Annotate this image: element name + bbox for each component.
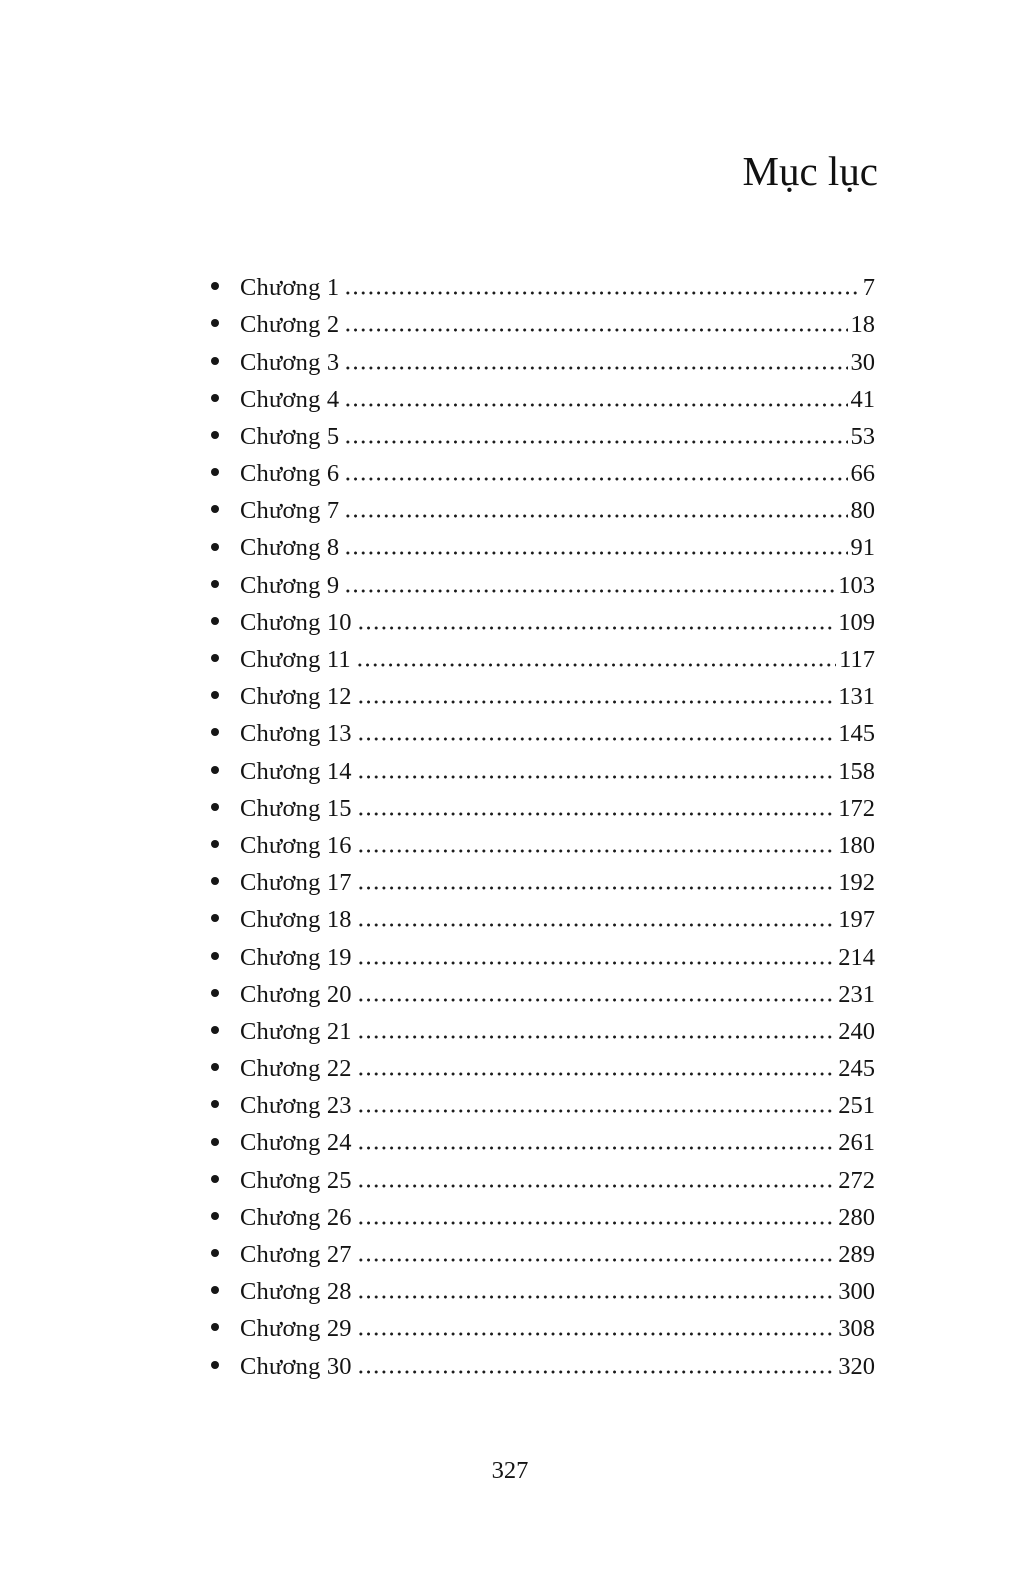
dot-leader [357, 1109, 835, 1113]
dot-leader [357, 1146, 835, 1150]
toc-entry [211, 1348, 875, 1385]
page-number: 41 [850, 385, 875, 413]
page-number: 300 [838, 1278, 875, 1306]
toc-entry [211, 901, 875, 938]
chapter-label: Chương 11 [240, 646, 351, 674]
page-number: 308 [838, 1315, 875, 1343]
toc-entry [211, 567, 875, 604]
toc-entry [211, 1087, 875, 1124]
page-number: 231 [838, 980, 875, 1008]
chapter-label: Chương 9 [240, 571, 340, 599]
folio-page-number: 327 [491, 1456, 529, 1484]
toc-entry [211, 827, 875, 864]
bullet-icon [211, 952, 219, 960]
bullet-icon [211, 1026, 219, 1034]
chapter-label: Chương 13 [240, 720, 352, 748]
chapter-label: Chương 27 [240, 1241, 352, 1269]
bullet-icon [211, 543, 219, 551]
bullet-icon [211, 1100, 219, 1108]
bullet-icon [211, 319, 219, 327]
dot-leader [357, 700, 835, 704]
dot-leader [357, 1258, 835, 1262]
dot-leader [357, 1370, 835, 1374]
dot-leader [357, 775, 835, 779]
dot-leader [344, 514, 847, 518]
bullet-icon [211, 357, 219, 365]
page-number: 289 [838, 1241, 875, 1269]
bullet-icon [211, 1249, 219, 1257]
chapter-label: Chương 24 [240, 1129, 352, 1157]
toc-entry [211, 678, 875, 715]
dot-leader [357, 886, 835, 890]
dot-leader [344, 366, 847, 370]
toc-entry [211, 418, 875, 455]
bullet-icon [211, 691, 219, 699]
toc-entry [211, 715, 875, 752]
dot-leader [344, 589, 835, 593]
toc-entry [211, 344, 875, 381]
toc-entry [211, 455, 875, 492]
bullet-icon [211, 431, 219, 439]
page-number: 172 [838, 794, 875, 822]
chapter-label: Chương 12 [240, 683, 352, 711]
page-number: 131 [838, 683, 875, 711]
toc-entry [211, 1273, 875, 1310]
chapter-label: Chương 25 [240, 1166, 352, 1194]
chapter-label: Chương 21 [240, 1017, 352, 1045]
dot-leader [344, 477, 847, 481]
dot-leader [344, 440, 847, 444]
toc-entry [211, 1013, 875, 1050]
toc-entry [211, 1124, 875, 1161]
page-number: 103 [838, 571, 875, 599]
bullet-icon [211, 654, 219, 662]
chapter-label: Chương 19 [240, 943, 352, 971]
page-number: 214 [838, 943, 875, 971]
dot-leader [357, 626, 835, 630]
bullet-icon [211, 840, 219, 848]
toc-entry [211, 1310, 875, 1347]
chapter-label: Chương 28 [240, 1278, 352, 1306]
page-number: 18 [850, 311, 875, 339]
bullet-icon [211, 914, 219, 922]
bullet-icon [211, 282, 219, 290]
bullet-icon [211, 1212, 219, 1220]
page-number: 251 [838, 1092, 875, 1120]
chapter-label: Chương 29 [240, 1315, 352, 1343]
page-number: 240 [838, 1017, 875, 1045]
dot-leader [344, 403, 847, 407]
page-number: 80 [850, 497, 875, 525]
page-number: 145 [838, 720, 875, 748]
dot-leader [357, 737, 835, 741]
chapter-label: Chương 8 [240, 534, 340, 562]
toc-entry [211, 269, 875, 306]
chapter-label: Chương 4 [240, 385, 340, 413]
chapter-label: Chương 6 [240, 460, 340, 488]
page-number: 197 [838, 906, 875, 934]
toc-entry [211, 1050, 875, 1087]
chapter-label: Chương 23 [240, 1092, 352, 1120]
toc-list [0, 269, 1024, 1385]
toc-entry [211, 864, 875, 901]
dot-leader [357, 1221, 835, 1225]
bullet-icon [211, 803, 219, 811]
chapter-label: Chương 1 [240, 274, 340, 302]
chapter-label: Chương 20 [240, 980, 352, 1008]
page-number: 180 [838, 831, 875, 859]
bullet-icon [211, 1138, 219, 1146]
dot-leader [357, 1035, 835, 1039]
page-number: 320 [838, 1352, 875, 1380]
bullet-icon [211, 766, 219, 774]
toc-entry [211, 306, 875, 343]
page-title: Mục lục [742, 148, 878, 194]
page-number: 280 [838, 1203, 875, 1231]
bullet-icon [211, 877, 219, 885]
bullet-icon [211, 505, 219, 513]
chapter-label: Chương 2 [240, 311, 340, 339]
dot-leader [357, 812, 835, 816]
bullet-icon [211, 1286, 219, 1294]
dot-leader [357, 1295, 835, 1299]
toc-entry [211, 529, 875, 566]
bullet-icon [211, 394, 219, 402]
bullet-icon [211, 989, 219, 997]
chapter-label: Chương 7 [240, 497, 340, 525]
bullet-icon [211, 617, 219, 625]
toc-entry [211, 1236, 875, 1273]
chapter-label: Chương 16 [240, 831, 352, 859]
bullet-icon [211, 580, 219, 588]
toc-entry [211, 1199, 875, 1236]
dot-leader [357, 1184, 835, 1188]
toc-entry [211, 1162, 875, 1199]
page-number: 7 [862, 274, 875, 302]
chapter-label: Chương 5 [240, 422, 340, 450]
page-number: 261 [838, 1129, 875, 1157]
dot-leader [344, 291, 859, 295]
page-number: 272 [838, 1166, 875, 1194]
page-number: 109 [838, 608, 875, 636]
bullet-icon [211, 1063, 219, 1071]
page-number: 192 [838, 869, 875, 897]
chapter-label: Chương 26 [240, 1203, 352, 1231]
toc-entry [211, 381, 875, 418]
dot-leader [357, 961, 835, 965]
chapter-label: Chương 30 [240, 1352, 352, 1380]
bullet-icon [211, 1175, 219, 1183]
page-number: 158 [838, 757, 875, 785]
dot-leader [357, 923, 835, 927]
chapter-label: Chương 3 [240, 348, 340, 376]
chapter-label: Chương 17 [240, 869, 352, 897]
page-number: 30 [850, 348, 875, 376]
chapter-label: Chương 10 [240, 608, 352, 636]
chapter-label: Chương 15 [240, 794, 352, 822]
toc-entry [211, 939, 875, 976]
bullet-icon [211, 468, 219, 476]
toc-entry [211, 790, 875, 827]
toc-entry [211, 492, 875, 529]
toc-entry [211, 604, 875, 641]
dot-leader [357, 849, 835, 853]
page-number: 66 [850, 460, 875, 488]
page-number: 91 [850, 534, 875, 562]
toc-entry [211, 641, 875, 678]
bullet-icon [211, 728, 219, 736]
toc-entry [211, 976, 875, 1013]
toc-entry [211, 753, 875, 790]
page-number: 117 [839, 646, 875, 674]
dot-leader [344, 551, 847, 555]
dot-leader [357, 998, 835, 1002]
chapter-label: Chương 18 [240, 906, 352, 934]
bullet-icon [211, 1323, 219, 1331]
page-number: 53 [850, 422, 875, 450]
dot-leader [344, 328, 847, 332]
chapter-label: Chương 14 [240, 757, 352, 785]
chapter-label: Chương 22 [240, 1055, 352, 1083]
dot-leader [357, 1332, 835, 1336]
dot-leader [356, 663, 836, 667]
page-number: 245 [838, 1055, 875, 1083]
dot-leader [357, 1072, 835, 1076]
bullet-icon [211, 1361, 219, 1369]
